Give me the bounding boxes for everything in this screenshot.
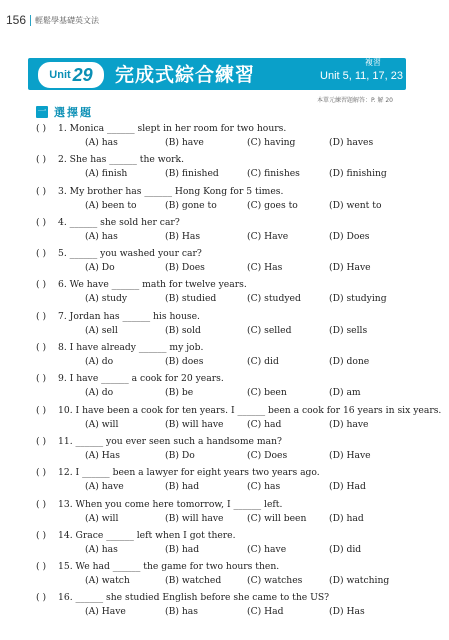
option-c: (C) selled bbox=[247, 324, 292, 336]
option-d: (D) have bbox=[329, 418, 369, 430]
answer-blank: ( ) bbox=[36, 185, 47, 197]
option-d: (D) watching bbox=[329, 575, 390, 587]
page-number: 156 bbox=[6, 13, 27, 27]
option-c: (C) Had bbox=[247, 606, 284, 618]
question-item bbox=[36, 186, 416, 217]
option-c: (C) finishes bbox=[247, 168, 300, 180]
option-d: (D) Have bbox=[329, 449, 371, 461]
option-b: (B) does bbox=[165, 356, 204, 368]
unit-number: 29 bbox=[72, 64, 93, 85]
question-stem bbox=[36, 186, 283, 197]
question-text: 7. Jordan has ______ his house. bbox=[58, 310, 200, 322]
question-stem bbox=[36, 467, 320, 478]
option-d: (D) sells bbox=[329, 324, 368, 336]
option-a: (A) finish bbox=[85, 168, 128, 180]
option-b: (B) Does bbox=[165, 262, 205, 274]
answer-blank: ( ) bbox=[36, 310, 47, 322]
question-stem bbox=[36, 592, 329, 603]
option-b: (B) Do bbox=[165, 449, 195, 461]
option-a: (A) do bbox=[85, 387, 114, 399]
question-text: 1. Monica ______ slept in her room for two hours. bbox=[58, 123, 287, 134]
answer-blank: ( ) bbox=[36, 216, 47, 228]
option-d: (D) went to bbox=[329, 199, 382, 211]
answer-blank: ( ) bbox=[36, 498, 47, 510]
option-c: (C) had bbox=[247, 418, 282, 430]
question-item bbox=[36, 467, 416, 498]
answer-blank: ( ) bbox=[36, 435, 47, 447]
question-item bbox=[36, 248, 416, 279]
question-item bbox=[36, 342, 416, 373]
section-heading bbox=[36, 104, 93, 120]
question-text: 9. I have ______ a cook for 20 years. bbox=[58, 373, 224, 385]
option-a: (A) will bbox=[85, 418, 119, 430]
option-d: (D) haves bbox=[329, 137, 374, 148]
question-text: 3. My brother has ______ Hong Kong for 5 times. bbox=[58, 185, 284, 197]
option-b: (B) studied bbox=[165, 293, 217, 305]
answer-blank: ( ) bbox=[36, 154, 47, 166]
question-text: 14. Grace ______ left when I got there. bbox=[58, 529, 236, 541]
option-d: (D) Has bbox=[329, 606, 365, 618]
option-b: (B) watched bbox=[165, 575, 222, 587]
question-text: 11. ______ you ever seen such a handsome man? bbox=[58, 435, 282, 447]
option-b: (B) had bbox=[165, 543, 200, 555]
review-label: 複習 bbox=[365, 58, 381, 67]
question-stem bbox=[36, 530, 236, 541]
question-text: 4. ______ she sold her car? bbox=[58, 216, 180, 228]
option-a: (A) has bbox=[85, 137, 118, 148]
header-divider bbox=[30, 15, 31, 26]
unit-word: Unit bbox=[49, 69, 71, 81]
question-item bbox=[36, 436, 416, 467]
question-item bbox=[36, 311, 416, 342]
answer-blank: ( ) bbox=[36, 123, 47, 134]
option-b: (B) gone to bbox=[165, 199, 217, 211]
option-b: (B) sold bbox=[165, 324, 201, 336]
question-item bbox=[36, 592, 416, 623]
option-d: (D) finishing bbox=[329, 168, 387, 180]
question-text: 2. She has ______ the work. bbox=[58, 154, 185, 166]
option-d: (D) studying bbox=[329, 293, 387, 305]
option-c: (C) been bbox=[247, 387, 287, 399]
option-a: (A) Has bbox=[85, 449, 120, 461]
option-c: (C) have bbox=[247, 543, 287, 555]
option-c: (C) Does bbox=[247, 449, 288, 461]
option-a: (A) do bbox=[85, 356, 114, 368]
question-text: 16. ______ she studied English before she came to the US? bbox=[58, 592, 330, 604]
question-text: 12. I ______ been a lawyer for eight years two years ago. bbox=[58, 467, 320, 479]
question-text: 15. We had ______ the game for two hours then. bbox=[58, 561, 280, 573]
option-c: (C) Has bbox=[247, 262, 283, 274]
answer-blank: ( ) bbox=[36, 561, 47, 573]
option-c: (C) will been bbox=[247, 512, 307, 524]
option-c: (C) having bbox=[247, 137, 296, 148]
question-stem bbox=[36, 154, 184, 165]
question-item bbox=[36, 561, 416, 592]
section-label: 選擇題 bbox=[54, 106, 93, 119]
question-stem bbox=[36, 217, 180, 228]
option-a: (A) Do bbox=[85, 262, 115, 274]
option-c: (C) watches bbox=[247, 575, 303, 587]
question-item bbox=[36, 279, 416, 310]
question-stem bbox=[36, 123, 286, 134]
unit-title: 完成式綜合練習 bbox=[115, 64, 256, 86]
unit-badge bbox=[36, 60, 106, 90]
answer-blank: ( ) bbox=[36, 404, 47, 416]
question-list bbox=[36, 123, 442, 624]
answer-blank: ( ) bbox=[36, 373, 47, 385]
question-text: 8. I have already ______ my job. bbox=[58, 342, 204, 354]
question-stem bbox=[36, 373, 224, 384]
option-a: (A) has bbox=[85, 230, 118, 242]
option-d: (D) Have bbox=[329, 262, 371, 274]
option-d: (D) am bbox=[329, 387, 361, 399]
answer-blank: ( ) bbox=[36, 279, 47, 291]
question-stem bbox=[36, 311, 200, 322]
option-c: (C) studyed bbox=[247, 293, 301, 305]
option-c: (C) goes to bbox=[247, 199, 298, 211]
option-d: (D) Had bbox=[329, 481, 366, 493]
answer-blank: ( ) bbox=[36, 467, 47, 479]
question-text: 10. I have been a cook for ten years. I ______ been a cook for 16 years in six years. bbox=[58, 404, 442, 416]
section-number: 一 bbox=[37, 107, 47, 117]
question-item bbox=[36, 499, 416, 530]
option-a: (A) has bbox=[85, 543, 118, 555]
book-title: 輕鬆學基礎英文法 bbox=[35, 15, 100, 25]
option-b: (B) will have bbox=[165, 512, 224, 524]
option-d: (D) Does bbox=[329, 230, 370, 242]
option-b: (B) have bbox=[165, 137, 204, 148]
option-b: (B) Has bbox=[165, 230, 201, 242]
option-a: (A) study bbox=[85, 293, 128, 305]
option-c: (C) did bbox=[247, 356, 279, 368]
page-header bbox=[0, 12, 99, 28]
question-item bbox=[36, 404, 442, 436]
answer-note: 本單元練習題解答：P. 解 20 bbox=[316, 97, 393, 104]
option-a: (A) sell bbox=[85, 324, 118, 336]
question-item bbox=[36, 530, 416, 561]
option-a: (A) Have bbox=[85, 606, 126, 618]
question-stem bbox=[36, 342, 203, 353]
option-c: (C) Have bbox=[247, 230, 289, 242]
question-item bbox=[36, 123, 416, 154]
option-d: (D) done bbox=[329, 356, 370, 368]
option-b: (B) finished bbox=[165, 168, 219, 180]
review-units: Unit 5, 11, 17, 23 bbox=[320, 70, 403, 82]
question-text: 5. ______ you washed your car? bbox=[58, 248, 202, 260]
answer-blank: ( ) bbox=[36, 248, 47, 260]
question-stem bbox=[36, 405, 441, 416]
question-text: 6. We have ______ math for twelve years. bbox=[58, 279, 247, 291]
option-d: (D) did bbox=[329, 543, 362, 555]
option-a: (A) have bbox=[85, 481, 124, 493]
option-b: (B) had bbox=[165, 481, 200, 493]
question-stem bbox=[36, 561, 279, 572]
option-a: (A) watch bbox=[85, 575, 130, 587]
option-a: (A) will bbox=[85, 512, 119, 524]
option-b: (B) will have bbox=[165, 418, 224, 430]
question-text: 13. When you come here tomorrow, I ______ left. bbox=[58, 498, 283, 510]
option-c: (C) has bbox=[247, 481, 281, 493]
option-b: (B) has bbox=[165, 606, 198, 618]
question-item bbox=[36, 217, 416, 248]
question-item bbox=[36, 154, 416, 185]
answer-blank: ( ) bbox=[36, 592, 47, 604]
option-d: (D) had bbox=[329, 512, 364, 524]
question-stem bbox=[36, 279, 247, 290]
option-a: (A) been to bbox=[85, 199, 137, 211]
question-stem bbox=[36, 436, 282, 447]
answer-blank: ( ) bbox=[36, 342, 47, 354]
option-b: (B) be bbox=[165, 387, 194, 399]
question-stem bbox=[36, 248, 202, 259]
answer-blank: ( ) bbox=[36, 529, 47, 541]
question-item bbox=[36, 373, 416, 404]
question-stem bbox=[36, 499, 282, 510]
